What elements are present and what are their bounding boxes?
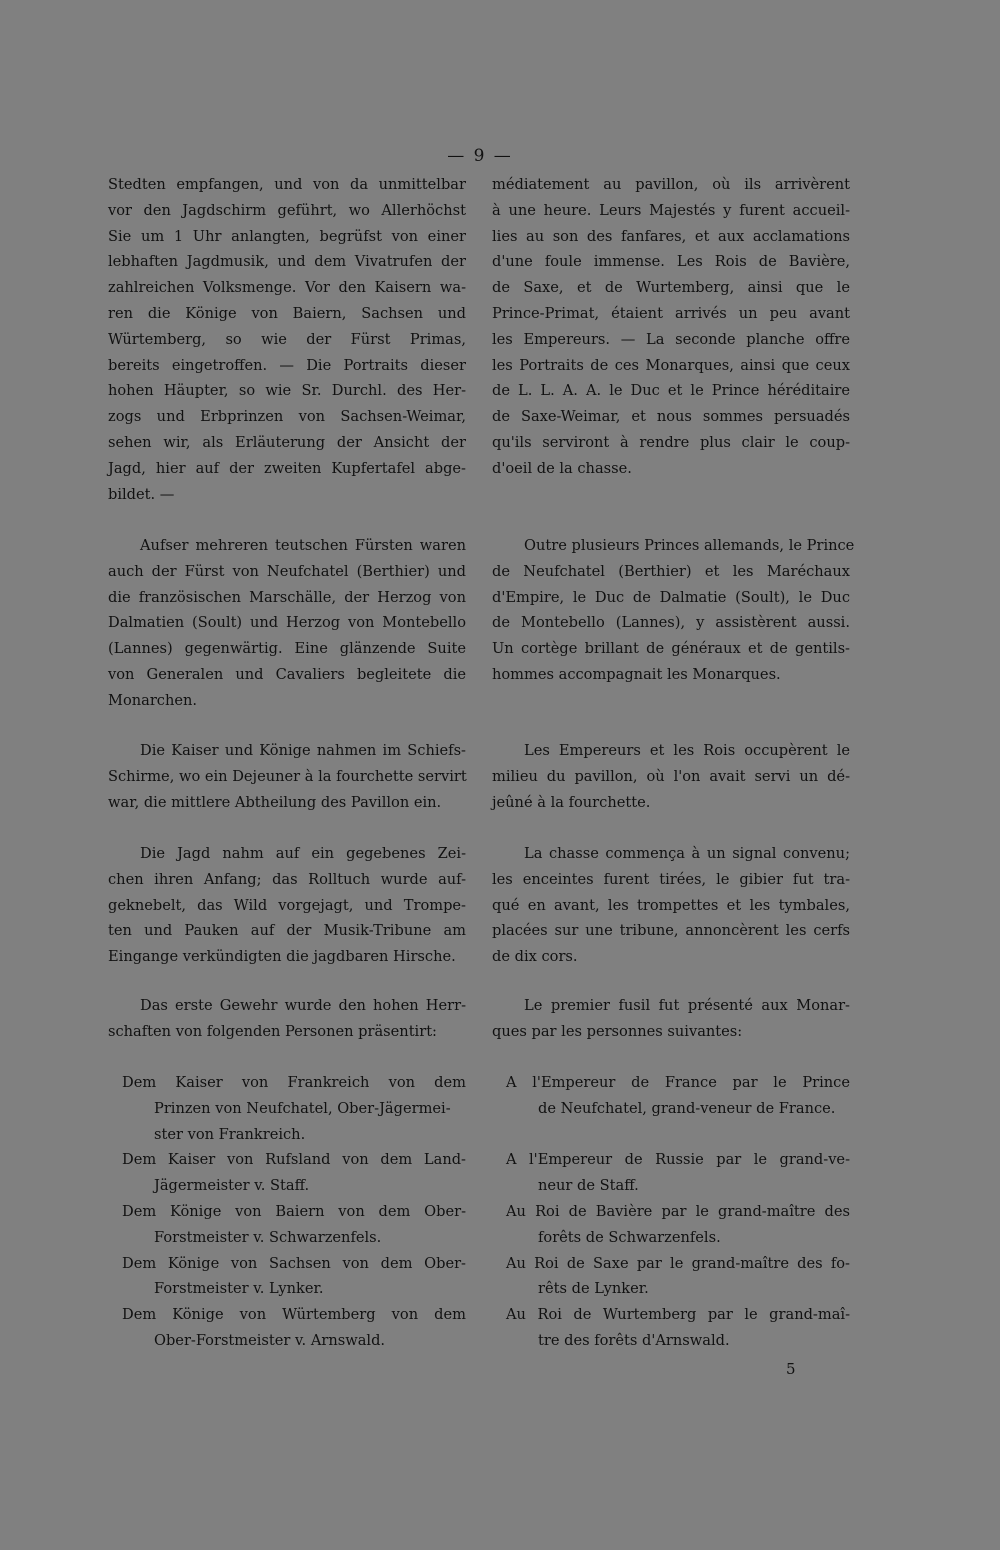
text-line: de Saxe, et de Wurtemberg, ainsi que le [492,279,850,297]
list-item [108,1251,466,1303]
list-item [108,1070,466,1147]
german-paragraph-4 [108,841,466,970]
french-paragraph-5 [492,993,850,1045]
text-line: ten und Pauken auf der Musik-Tribune am [108,922,466,940]
text-line: Sie um 1 Uhr anlangten, begrüfst von einer [108,227,466,245]
german-presentation-list [108,1070,466,1354]
text-line: rêts de Lynker. [538,1280,649,1298]
text-line: chen ihren Anfang; das Rolltuch wurde auf- [108,870,466,888]
text-line: Au Roi de Wurtemberg par le grand-maî- [506,1306,850,1324]
text-line: tre des forêts d'Arnswald. [538,1331,730,1349]
text-line: d'oeil de la chasse. [492,459,632,477]
text-line: die französischen Marschälle, der Herzog von [108,588,466,606]
text-line: Jagd, hier auf der zweiten Kupfertafel abge- [108,459,466,477]
text-line: bereits eingetroffen. — Die Portraits dieser [108,356,466,374]
text-line: de Neufchatel (Berthier) et les Maréchaux [492,562,850,580]
text-line: Outre plusieurs Princes allemands, le Prince [524,537,855,554]
text-line: Au Roi de Bavière par le grand-maître des [506,1202,850,1220]
text-line: Les Empereurs et les Rois occupèrent le [524,742,850,759]
text-line: zogs und Erbprinzen von Sachsen-Weimar, [108,408,466,426]
text-line: de Saxe-Weimar, et nous sommes persuadés [492,408,850,426]
text-line: Dalmatien (Soult) und Herzog von Montebello [108,614,466,632]
text-line: hohen Häupter, so wie Sr. Durchl. des Her- [108,382,466,400]
text-line: Würtemberg, so wie der Fürst Primas, [108,330,466,348]
text-line: Dem Könige von Baiern von dem Ober- [122,1202,466,1220]
text-line: ren die Könige von Baiern, Sachsen und [108,304,466,322]
text-line: jeûné à la fourchette. [492,793,651,811]
text-line: ques par les personnes suivantes: [492,1022,743,1040]
text-line: Das erste Gewehr wurde den hohen Herr- [140,997,466,1014]
text-line: Aufser mehreren teutschen Fürsten waren [140,537,466,554]
text-line: d'une foule immense. Les Rois de Bavière, [492,253,850,271]
text-line: Stedten empfangen, und von da unmittelbar [108,176,466,193]
list-item [492,1199,850,1251]
text-line: geknebelt, das Wild vorgejagt, und Trompe- [108,896,466,914]
text-line: qu'ils serviront à rendre plus clair le coup- [492,433,850,451]
french-paragraph-4 [492,841,850,970]
german-paragraph-5 [108,993,466,1045]
text-line: les enceintes furent tirées, le gibier fut tra- [492,870,850,888]
text-line: Die Jagd nahm auf ein gegebenes Zei- [140,845,466,862]
text-line: Schirme, wo ein Dejeuner à la fourchette servirt [108,767,467,785]
text-line: de dix cors. [492,948,578,966]
text-line: A l'Empereur de France par le Prince [506,1074,850,1091]
french-paragraph-3 [492,738,850,815]
text-line: forêts de Schwarzenfels. [538,1228,721,1246]
text-line: milieu du pavillon, où l'on avait servi un dé- [492,767,850,785]
text-line: neur de Staff. [538,1177,639,1195]
text-line: Forstmeister v. Lynker. [154,1280,324,1298]
text-line: les Empereurs. — La seconde planche offre [492,330,850,348]
text-line: schaften von folgenden Personen präsentirt: [108,1022,437,1040]
text-line: d'Empire, le Duc de Dalmatie (Soult), le Duc [492,588,850,606]
text-line: Jägermeister v. Staff. [154,1177,310,1195]
list-item [108,1302,466,1354]
text-line: à une heure. Leurs Majestés y furent accueil- [492,201,850,219]
text-line: les Portraits de ces Monarques, ainsi que ceux [492,356,850,374]
text-line: bildet. — [108,485,175,503]
list-item [492,1070,850,1122]
list-item [492,1302,850,1354]
text-line: La chasse commença à un signal convenu; [524,845,850,862]
text-line: ster von Frankreich. [154,1125,306,1143]
list-item [108,1199,466,1251]
text-line: A l'Empereur de Russie par le grand-ve- [506,1151,850,1169]
text-line: placées sur une tribune, annoncèrent les cerfs [492,922,850,940]
text-line: lies au son des fanfares, et aux acclamations [492,227,850,245]
text-line: de Neufchatel, grand-veneur de France. [538,1099,836,1117]
list-item [492,1251,850,1303]
text-line: Eingange verkündigten die jagdbaren Hirsche. [108,948,456,966]
text-line: Le premier fusil fut présenté aux Monar- [524,997,850,1014]
text-line: Dem Kaiser von Rufsland von dem Land- [122,1151,466,1169]
text-line: Die Kaiser und Könige nahmen im Schiefs- [140,742,466,759]
text-line: Prince-Primat, étaient arrivés un peu avant [492,304,850,322]
text-line: hommes accompagnait les Monarques. [492,665,781,683]
text-line: zahlreichen Volksmenge. Vor den Kaisern wa- [108,279,466,297]
german-paragraph-3 [108,738,466,815]
list-item [108,1147,466,1199]
page-number: — 9 — [447,146,513,166]
text-line: médiatement au pavillon, où ils arrivèrent [492,176,850,193]
text-line: auch der Fürst von Neufchatel (Berthier) und [108,562,466,580]
text-line: (Lannes) gegenwärtig. Eine glänzende Suite [108,640,466,658]
text-line: Monarchen. [108,691,198,709]
text-line: vor den Jagdschirm geführt, wo Allerhöchst [108,201,466,219]
french-paragraph-2 [492,533,855,688]
text-line: Un cortège brillant de généraux et de gentils- [492,640,850,658]
text-line: qué en avant, les trompettes et les tymbales, [492,896,850,914]
text-line: von Generalen und Cavaliers begleitete die [108,665,466,683]
list-item [492,1147,850,1199]
german-paragraph-1 [108,172,466,507]
text-line: war, die mittlere Abtheilung des Pavillon ein. [108,793,442,811]
text-line: Dem Könige von Würtemberg von dem [122,1306,466,1324]
text-line: lebhaften Jagdmusik, und dem Vivatrufen der [108,253,466,271]
german-paragraph-2 [108,533,466,714]
text-line: Dem Könige von Sachsen von dem Ober- [122,1254,466,1272]
text-line: de Montebello (Lannes), y assistèrent aussi. [492,614,850,632]
text-line: Ober-Forstmeister v. Arnswald. [154,1331,386,1349]
french-paragraph-1 [492,172,850,482]
text-line: sehen wir, als Erläuterung der Ansicht der [108,433,466,451]
text-line: de L. L. A. A. le Duc et le Prince héréditaire [492,382,850,400]
text-line: Dem Kaiser von Frankreich von dem [122,1074,466,1091]
text-line: Au Roi de Saxe par le grand-maître des fo- [506,1254,850,1272]
french-presentation-list [492,1070,850,1354]
text-line: Prinzen von Neufchatel, Ober-Jägermei- [154,1099,451,1117]
signature-mark: 5 [786,1360,796,1378]
text-line: Forstmeister v. Schwarzenfels. [154,1228,382,1246]
